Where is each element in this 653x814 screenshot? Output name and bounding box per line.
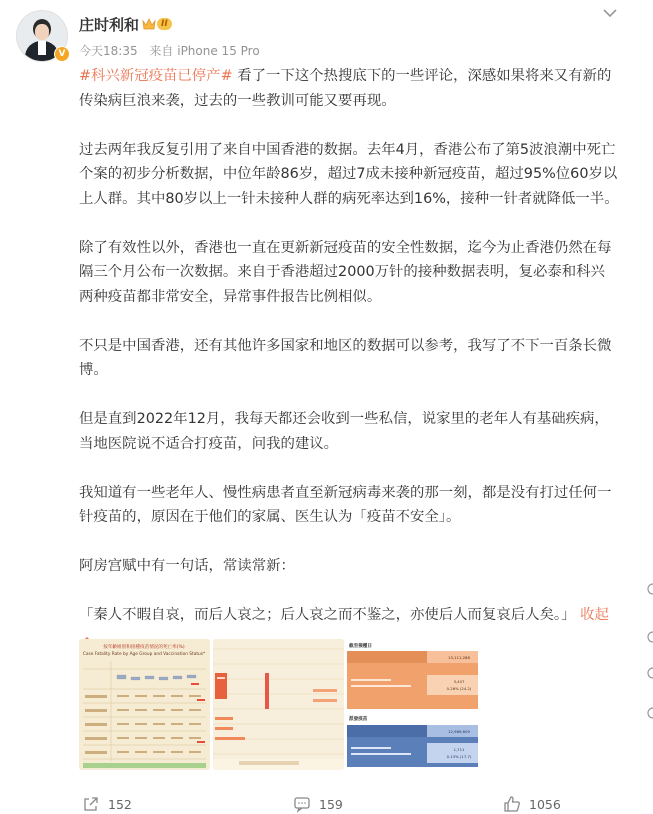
- share-icon: [82, 795, 100, 813]
- comment-button[interactable]: [293, 795, 343, 813]
- thumbs-up-icon: [503, 795, 521, 813]
- img3-value: 1,711: [453, 747, 465, 752]
- img1-title: 按年齡組別和接種疫苗情況的死亡率(%): [103, 645, 185, 650]
- level-label: II: [157, 18, 172, 30]
- paragraph: 阿房宫赋中有一句话，常读常新：: [79, 558, 295, 574]
- post-image-2[interactable]: [213, 639, 344, 770]
- post-intro: 看了一下这个热搜底下的一些评论，深感如果将来又有新的传染病巨浪来袭，过去的一些教训可能又要再现。: [79, 68, 612, 109]
- paragraph: 不只是中国香港，还有其他许多国家和地区的数据可以参考，我写了不下一百条长微博。: [79, 337, 612, 378]
- verified-badge: V: [54, 46, 70, 62]
- paragraph: 我知道有一些老年人、慢性病患者直至新冠病毒来袭的那一刻，都是没有打过任何一针疫苗的，原因在于他们的家属、医生认为「疫苗不安全」。: [79, 484, 612, 525]
- img3-value: 0.26% (24.2): [446, 686, 472, 691]
- quote: 「秦人不暇自哀，而后人哀之；后人哀之而不鉴之，亦使后人而复哀后人矣。」: [79, 607, 576, 623]
- post-meta: [79, 42, 260, 59]
- share-button[interactable]: [82, 795, 132, 813]
- img3-value: 0.13% (17.7): [446, 754, 472, 759]
- paragraph: 但是直到2022年12月，我每天都还会收到一些私信，说家里的老年人有基础疾病，当地医院说不适合打疫苗，问我的建议。: [79, 411, 609, 452]
- post-image-3[interactable]: [347, 639, 478, 770]
- img3-header-1: 截至接種日: [349, 644, 372, 649]
- img3-header-2: 派發疫苗: [349, 717, 368, 722]
- side-toolbar[interactable]: [645, 573, 653, 733]
- author-name[interactable]: 庄时利和: [79, 16, 140, 34]
- img3-value: 13,111,288: [448, 655, 470, 660]
- comment-count: 159: [319, 796, 343, 812]
- post-image-1[interactable]: [79, 639, 210, 770]
- level-badge[interactable]: [142, 16, 180, 31]
- post-source: 来自 iPhone 15 Pro: [149, 44, 260, 58]
- img3-value: 12,989,609: [448, 729, 470, 734]
- crown-icon: [142, 18, 156, 30]
- paragraph: 除了有效性以外，香港也一直在更新新冠疫苗的安全性数据，迄今为止香港仍然在每隔三个月公布一次数据。来自于香港超过2000万针的接种数据表明，复必泰和科兴两种疫苗都非常安全，异常事件报告比例相似。: [79, 239, 612, 305]
- like-count: 1056: [529, 796, 561, 812]
- collapse-button[interactable]: 收起: [79, 607, 609, 648]
- post-body: [79, 64, 619, 652]
- post-time[interactable]: 今天18:35: [79, 44, 138, 58]
- chevron-down-icon[interactable]: [601, 6, 619, 20]
- paragraph: 过去两年我反复引用了来自中国香港的数据。去年4月，香港公布了第5波浪潮中死亡个案的初步分析数据，中位年龄86岁，超过7成未接种新冠疫苗，超过95%位60岁以上人群。其中80岁以上一针未接种人群的病死率达到16%，接种一针者就降低一半。: [79, 141, 619, 207]
- hashtag-link[interactable]: #科兴新冠疫苗已停产#: [79, 68, 233, 84]
- like-button[interactable]: [503, 795, 561, 813]
- img1-subtitle: Case Fatality Rate by Age Group and Vaccination Status*: [82, 652, 206, 657]
- share-count: 152: [108, 796, 132, 812]
- comment-icon: [293, 795, 311, 813]
- img3-value: 3,407: [453, 679, 465, 684]
